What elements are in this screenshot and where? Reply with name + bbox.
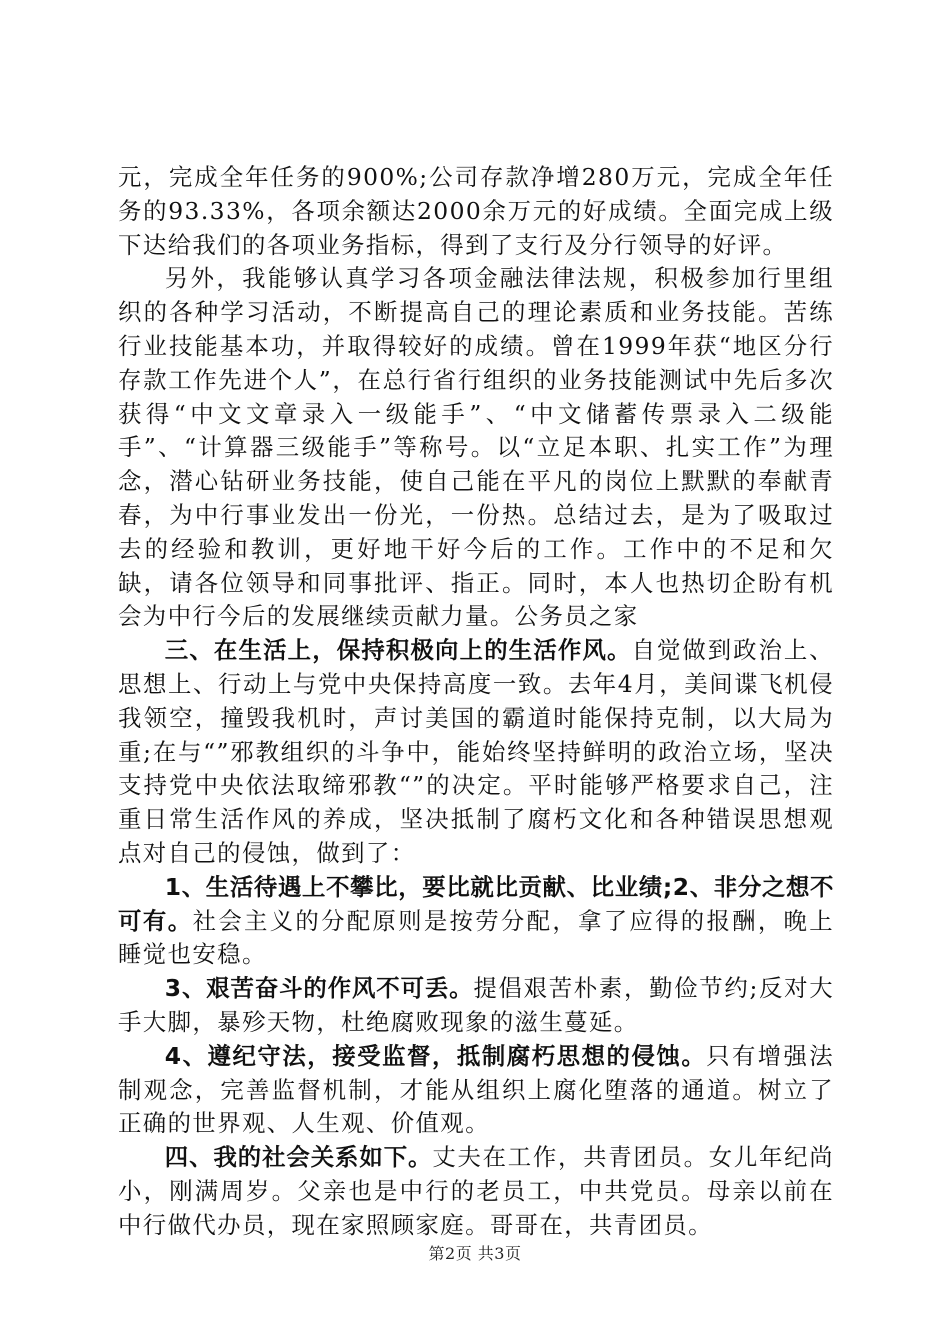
paragraph-3 — [118, 634, 834, 871]
paragraph-2-text: 另外，我能够认真学习各项金融法律法规，积极参加行里组织的各种学习活动，不断提高自己的理论素质和业务技能。苦练行业技能基本功，并取得较好的成绩。曾在1999年获“地区分行存款工作先进个人”，在总行省行组织的业务技能测试中先后多次获得“中文文章录入一级能手”、“中文储蓄传票录入二级能手”、“计算器三级能手”等称号。以“立足本职、扎实工作”为理念，潜心钻研业务技能，使自己能在平凡的岗位上默默的奉献青春，为中行事业发出一份光，一份热。总结过去，是为了吸取过去的经验和教训，更好地干好今后的工作。工作中的不足和欠缺，请各位领导和同事批评、指正。同时，本人也热切企盼有机会为中行今后的发展继续贡献力量。公务员之家 — [118, 264, 834, 631]
paragraph-1 — [118, 161, 834, 262]
section-heading-4: 四、我的社会关系如下。 — [164, 1143, 433, 1172]
paragraph-5 — [118, 972, 834, 1040]
paragraph-7-text: 丈夫在工作，共青团员。女儿年纪尚小，刚满周岁。父亲也是中行的老员工，中共党员。母亲以前在中行做代办员，现在家照顾家庭。哥哥在，共青团员。 — [118, 1143, 834, 1239]
paragraph-7 — [118, 1141, 834, 1242]
paragraph-4-text: 社会主义的分配原则是按劳分配，拿了应得的报酬，晚上睡觉也安稳。 — [118, 906, 834, 969]
section-heading-item-3: 3、艰苦奋斗的作风不可丢。 — [164, 974, 474, 1003]
document-body — [118, 161, 834, 1243]
paragraph-3-text: 自觉做到政治上、思想上、行动上与党中央保持高度一致。去年4月，美间谍飞机侵我领空，撞毁我机时，声讨美国的霸道时能保持克制，以大局为重;在与“”邪教组织的斗争中，能始终坚持鲜明的政治立场，坚决支持党中央依法取缔邪教“”的决定。平时能够严格要求自己，注重日常生活作风的养成，坚决抵制了腐朽文化和各种错误思想观点对自己的侵蚀，做到了： — [118, 636, 835, 867]
page-number-footer: 第2页 共3页 — [428, 1244, 522, 1263]
paragraph-6 — [118, 1040, 834, 1141]
paragraph-4 — [118, 871, 834, 972]
section-heading-item-4: 4、遵纪守法，接受监督，抵制腐朽思想的侵蚀。 — [164, 1041, 707, 1070]
paragraph-1-text: 元，完成全年任务的900%;公司存款净增280万元，完成全年任务的93.33%，各项余额达2000余万元的好成绩。全面完成上级下达给我们的各项业务指标，得到了支行及分行领导的好评。 — [118, 163, 834, 259]
section-heading-1-2: 1、生活待遇上不攀比，要比就比贡献、比业绩;2、非分之想不可有。 — [118, 872, 834, 935]
paragraph-2 — [118, 262, 834, 634]
paragraph-6-text: 只有增强法制观念，完善监督机制，才能从组织上腐化堕落的通道。树立了正确的世界观、人生观、价值观。 — [118, 1041, 834, 1138]
paragraph-5-text: 提倡艰苦朴素，勤俭节约;反对大手大脚，暴殄天物，杜绝腐败现象的滋生蔓延。 — [118, 974, 834, 1036]
section-heading-3: 三、在生活上，保持积极向上的生活作风。 — [164, 636, 632, 665]
